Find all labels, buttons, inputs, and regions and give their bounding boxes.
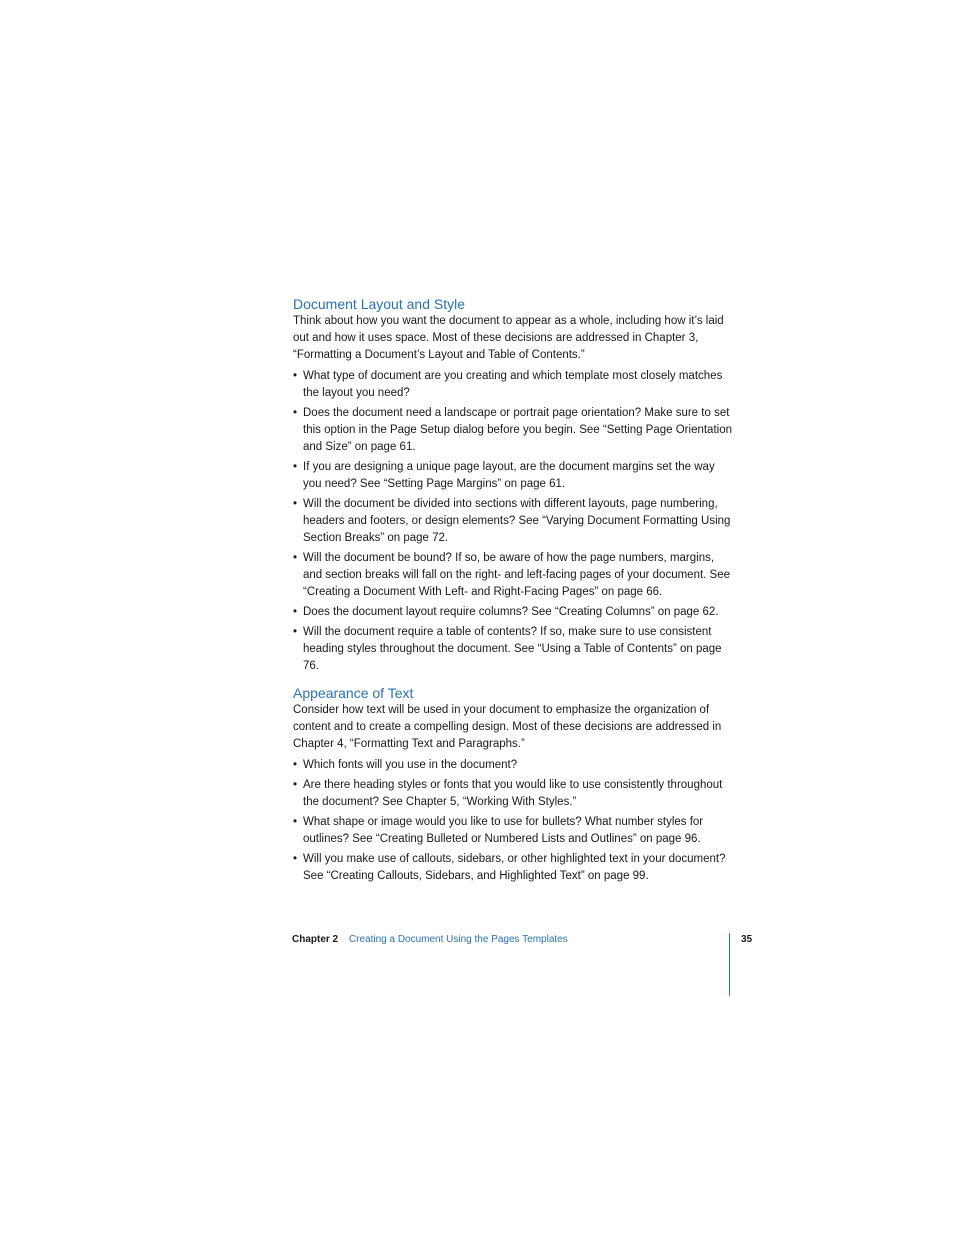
list-item (293, 624, 733, 675)
section-heading-document-layout: Document Layout and Style (293, 296, 465, 312)
bullet-icon: • (293, 461, 298, 473)
bullet-icon: • (293, 779, 298, 791)
bullet-icon: • (293, 552, 298, 564)
list-item (293, 777, 733, 811)
list-item (293, 814, 733, 848)
page-body (293, 295, 733, 888)
list-item-text: Will the document require a table of contents? If so, make sure to use consistent heading styles throughout the document. See “Using a Table of Contents” on page 76. (303, 626, 722, 672)
page-number: 35 (741, 934, 753, 945)
list-item (293, 405, 733, 456)
list-item-text: If you are designing a unique page layout, are the document margins set the way you need? See “Setting Page Margins” on page 61. (303, 461, 715, 490)
bullet-icon: • (293, 370, 298, 382)
bullet-icon: • (293, 626, 298, 638)
list-item (293, 368, 733, 402)
list-item (293, 851, 733, 885)
list-item (293, 757, 733, 774)
page-footer (292, 933, 568, 947)
list-item-text: Will the document be bound? If so, be aware of how the page numbers, margins, and section breaks will fall on the right- and left-facing pages of your document. See “Creating a Document With Left- and Right-Facing Pages” on page 66. (303, 552, 731, 598)
list-item-text: What type of document are you creating and which template most closely matches the layout you need? (303, 370, 723, 399)
list-item-text: Will you make use of callouts, sidebars, or other highlighted text in your document? See “Creating Callouts, Sidebars, and Highlighted Text” on page 99. (303, 853, 726, 882)
list-item (293, 550, 733, 601)
bullet-list-appearance-of-text (293, 757, 733, 885)
bullet-icon: • (293, 853, 298, 865)
bullet-icon: • (293, 606, 298, 618)
section-heading-appearance-of-text: Appearance of Text (293, 685, 414, 701)
footer-chapter-label: Chapter 2 (292, 934, 339, 945)
footer-divider (729, 933, 730, 996)
bullet-icon: • (293, 498, 298, 510)
section-intro-appearance-of-text: Consider how text will be used in your document to emphasize the organization of content and to create a compelling design. Most of these decisions are addressed in Chapter 4, “Formatting Text and Paragraphs.” (293, 704, 722, 750)
list-item-text: Which fonts will you use in the document? (303, 759, 518, 771)
list-item (293, 496, 733, 547)
list-item-text: Does the document need a landscape or portrait page orientation? Make sure to set this option in the Page Setup dialog before you begin. See “Setting Page Orientation and Size” on page 61. (303, 407, 732, 453)
list-item (293, 604, 733, 621)
list-item-text: Will the document be divided into sections with different layouts, page numbering, headers and footers, or design elements? See “Varying Document Formatting Using Section Breaks” on page 72. (303, 498, 731, 544)
bullet-list-document-layout (293, 368, 733, 675)
footer-chapter-title: Creating a Document Using the Pages Templates (348, 934, 568, 945)
list-item (293, 459, 733, 493)
list-item-text: Does the document layout require columns? See “Creating Columns” on page 62. (303, 606, 719, 618)
section-intro-document-layout: Think about how you want the document to appear as a whole, including how it’s laid out and how it uses space. Most of these decisions are addressed in Chapter 3, “Formatting a Document’s Layout and Table of Contents.” (293, 315, 724, 361)
bullet-icon: • (293, 816, 298, 828)
bullet-icon: • (293, 407, 298, 419)
list-item-text: What shape or image would you like to use for bullets? What number styles for outlines? See “Creating Bulleted or Numbered Lists and Outlines” on page 96. (303, 816, 704, 845)
bullet-icon: • (293, 759, 298, 771)
list-item-text: Are there heading styles or fonts that you would like to use consistently throughout the document? See Chapter 5, “Working With Styles.” (303, 779, 723, 808)
